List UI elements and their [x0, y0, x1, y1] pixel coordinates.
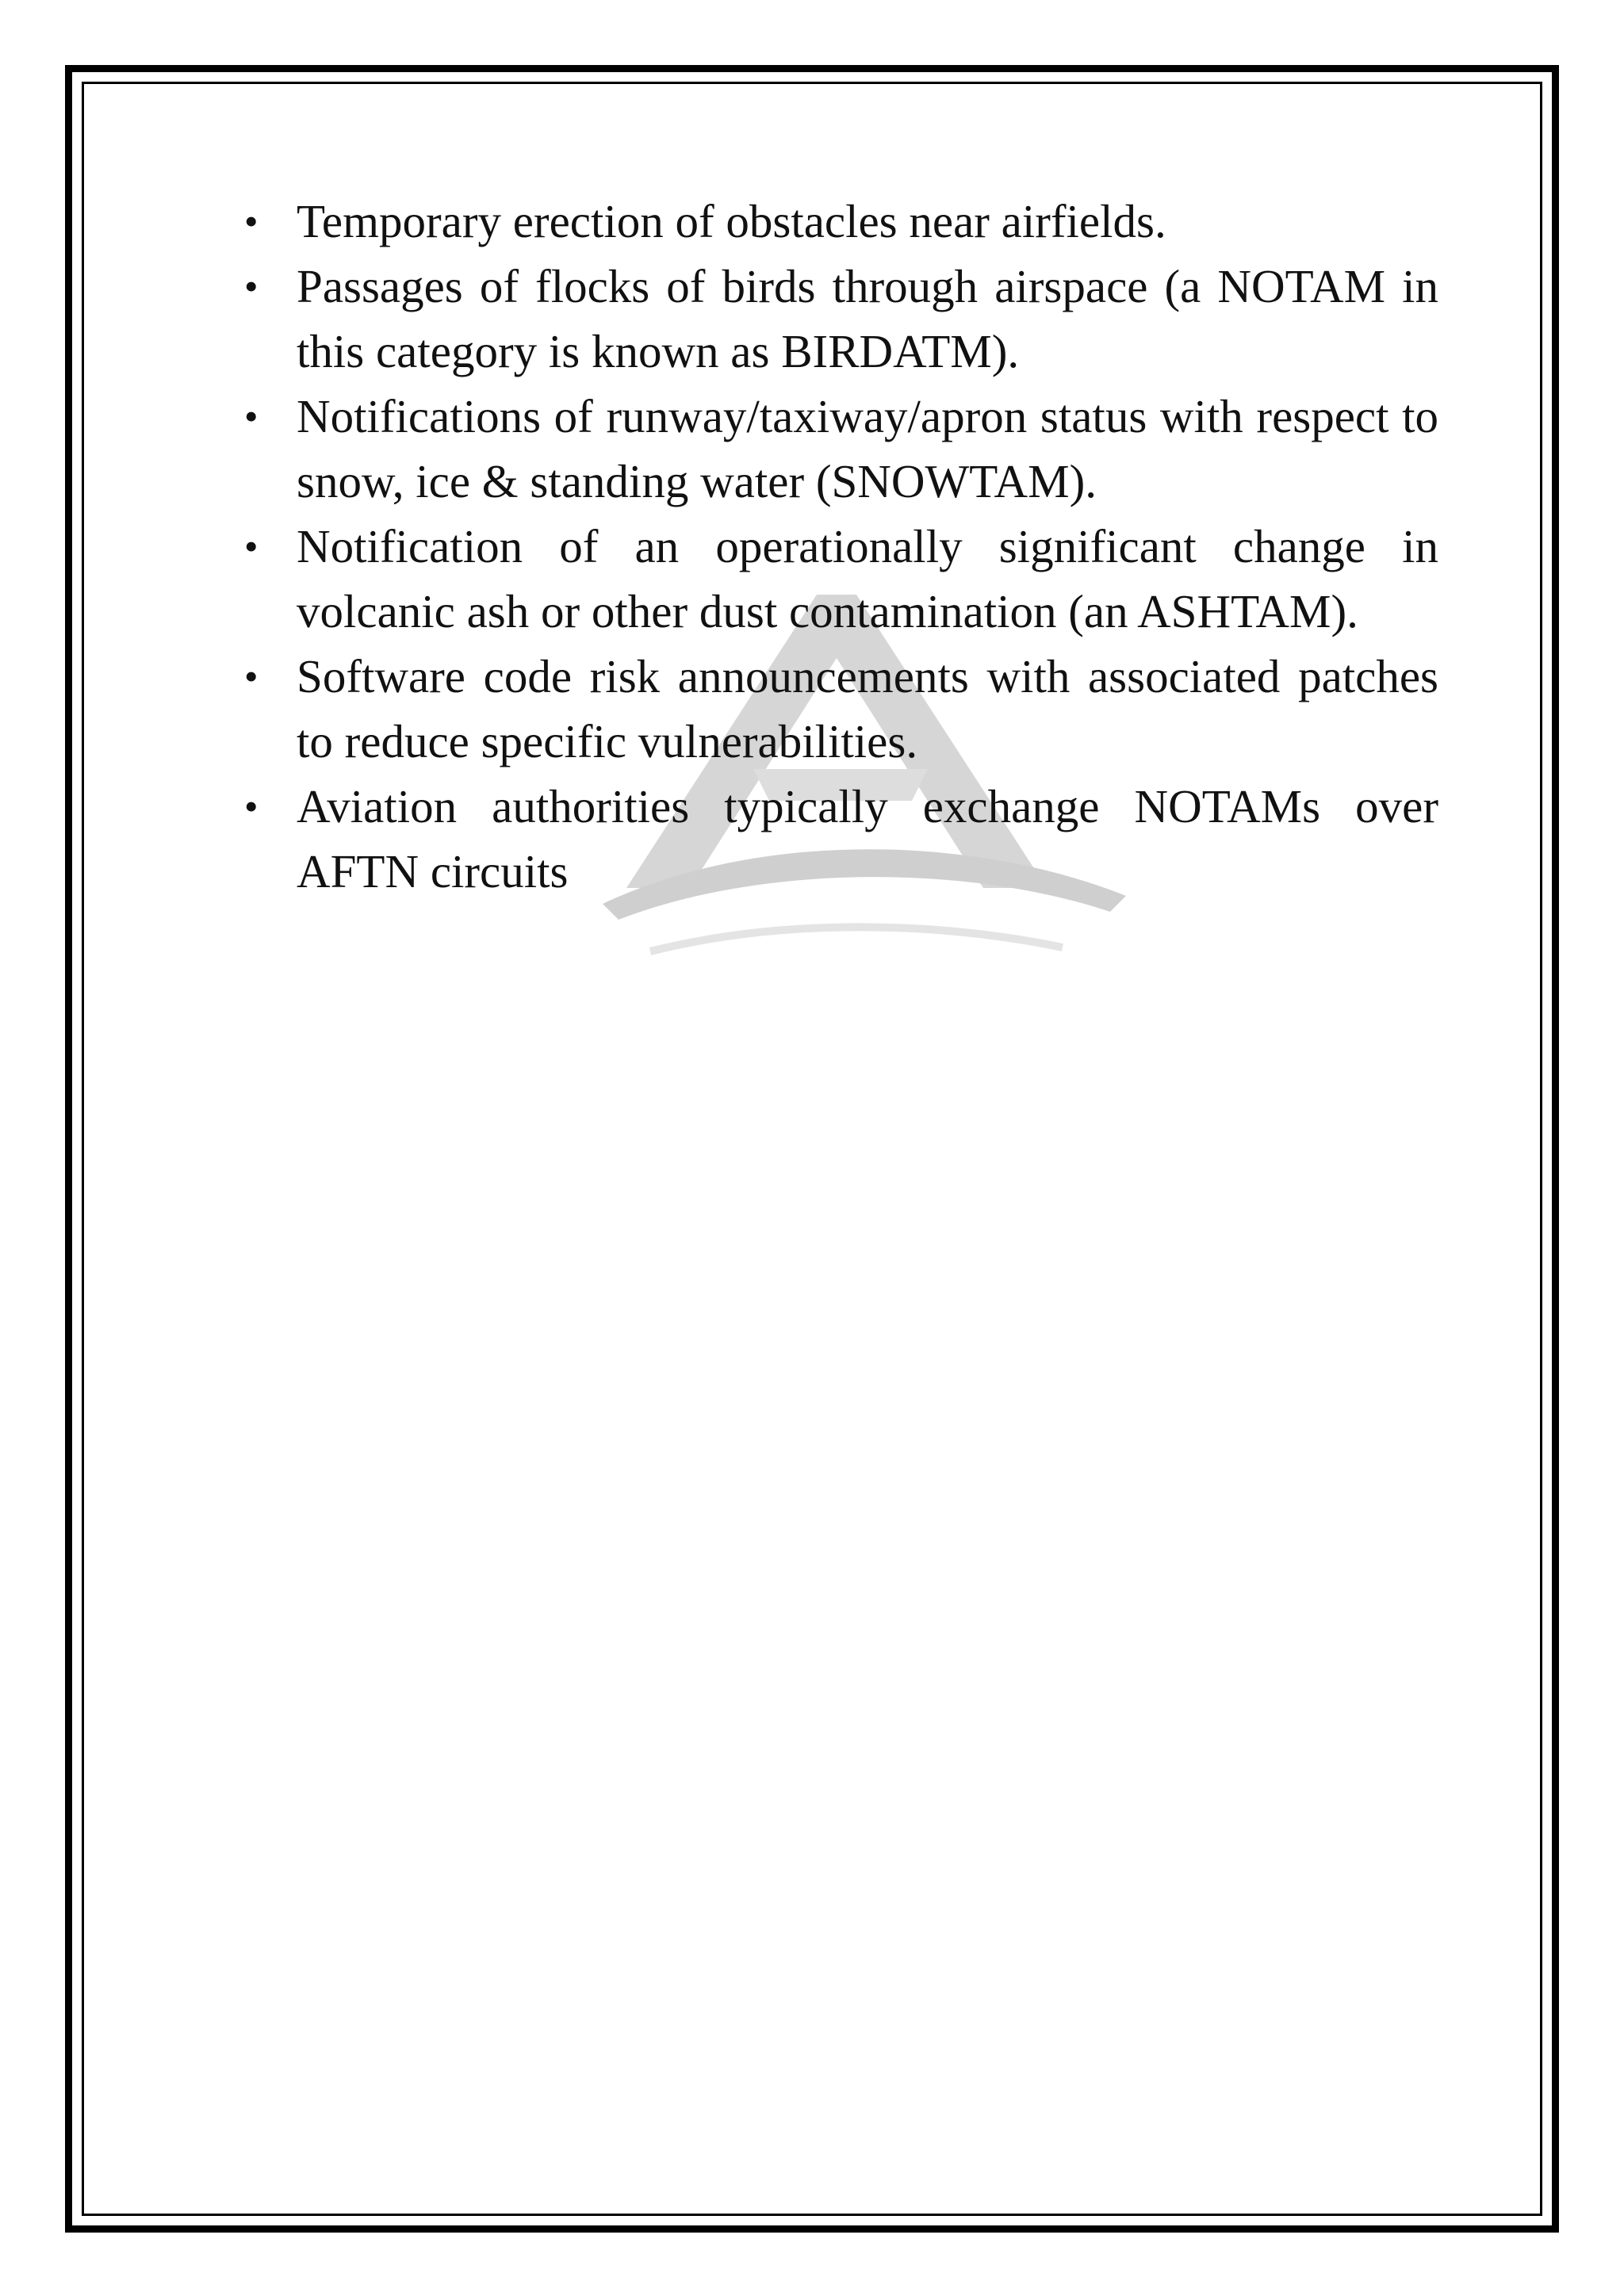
bullet-icon: • [244, 394, 259, 438]
bullet-icon: • [244, 524, 259, 568]
bullet-item [241, 514, 1438, 644]
bullet-item [241, 774, 1438, 904]
bullet-icon: • [244, 264, 259, 308]
bullet-list [241, 189, 1438, 904]
bullet-item [241, 644, 1438, 774]
bullet-icon: • [244, 784, 259, 828]
bullet-item [241, 189, 1438, 254]
bullet-text: Aviation authorities typically exchange NOTAMs over AFTN circuits [297, 780, 1438, 897]
bullet-icon: • [244, 654, 259, 698]
bullet-text: Temporary erection of obstacles near airfields. [297, 195, 1166, 247]
bullet-text: Software code risk announcements with associated patches to reduce specific vulnerabilities. [297, 650, 1438, 767]
bullet-text: Notifications of runway/taxiway/apron status with respect to snow, ice & standing water (SNOWTAM). [297, 390, 1438, 507]
bullet-icon: • [244, 199, 259, 243]
bullet-text: Notification of an operationally significant change in volcanic ash or other dust contamination (an ASHTAM). [297, 520, 1438, 637]
bullet-item [241, 254, 1438, 384]
bullet-text: Passages of flocks of birds through airspace (a NOTAM in this category is known as BIRDATM). [297, 260, 1438, 377]
bullet-item [241, 384, 1438, 514]
